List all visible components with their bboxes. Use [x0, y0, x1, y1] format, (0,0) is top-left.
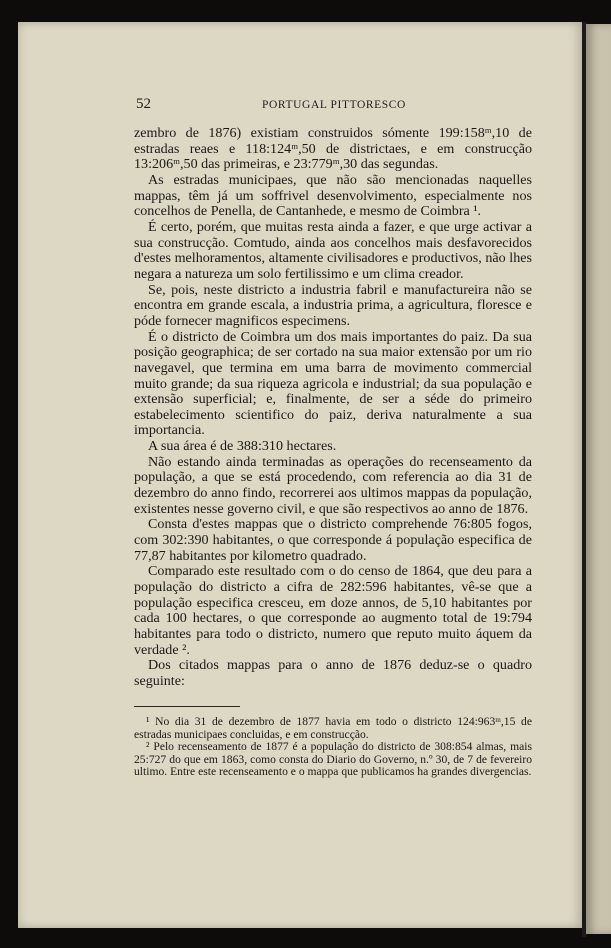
- running-title: PORTUGAL PITTORESCO: [262, 99, 406, 111]
- footnote: ² Pelo recenseamento de 1877 é a população do districto de 308:854 almas, mais 25:727 do que em 1863, como consta do Diario do Governo, n.º 30, de 7 de fevereiro ultimo. Entre este recenseamento e o mappa que publicamos ha grandes divergencias.: [134, 740, 532, 779]
- paragraph: A sua área é de 388:310 hectares.: [148, 438, 337, 455]
- paragraph: Não estando ainda terminadas as operações do recenseamento da população, a que se está procedendo, com referencia ao dia 31 de dezembro do anno findo, recorrerei aos ultimos mappas da população, existentes nesse governo civil, e que são respectivos ao anno de 1876.: [134, 453, 532, 517]
- footnote: ¹ No dia 31 de dezembro de 1877 havia em todo o districto 124:963ᵐ,15 de estradas municipaes concluidas, e em construcção.: [134, 715, 532, 741]
- paragraph: Comparado este resultado com o do censo de 1864, que deu para a população do districto a cifra de 282:596 habitantes, vê-se que a população especifica cresceu, em doze annos, de 5,10 habitantes por cada 100 hectares, o que corresponde ao augmento total de 19:794 habitantes para todo o districto, numero que reputo muito áquem da verdade ².: [134, 563, 532, 658]
- footnotes: [134, 716, 532, 779]
- page-number: 52: [136, 96, 151, 112]
- paragraph: Consta d'estes mappas que o districto comprehende 76:805 fogos, com 302:390 habitantes, o que corresponde á população especifica de 77,87 habitantes por kilometro quadrado.: [134, 516, 532, 564]
- paragraph: É o districto de Coimbra um dos mais importantes do paiz. Da sua posição geographica; de ser cortado na sua maior extensão por um rio navegavel, que termina em uma barra de movimento commercial muito grande; da sua riqueza agricola e industrial; da sua população e extensão superficial; e, finalmente, de ser a séde do primeiro estabelecimento scientifico do paiz, deriva naturalmente a sua importancia.: [134, 328, 532, 439]
- facing-page-edge: [586, 24, 611, 934]
- body-text: [134, 126, 532, 690]
- paragraph: É certo, porém, que muitas resta ainda a fazer, e que urge activar a sua construcção. Comtudo, ainda aos concelhos mais desfavorecidos d'estes melhoramentos, altamente civilisadores e productivos, não lhes negara a natureza um solo fertilissimo e um clima creador.: [134, 218, 532, 282]
- paragraph: zembro de 1876) existiam construidos sómente 199:158ᵐ,10 de estradas reaes e 118:124ᵐ,50 de districtaes, e em construcção 13:206ᵐ,50 das primeiras, e 23:779ᵐ,30 das segundas.: [134, 125, 532, 173]
- page-header: [136, 96, 532, 114]
- footnote-separator: [134, 706, 240, 707]
- paragraph: As estradas municipaes, que não são mencionadas naquelles mappas, têm já um soffrivel desenvolvimento, especialmente nos concelhos de Penella, de Cantanhede, e mesmo de Coimbra ¹.: [134, 171, 532, 220]
- paragraph: Se, pois, neste districto a industria fabril e manufactureira não se encontra em grande escala, a industria prima, a agricultura, floresce e póde fornecer magnificos especimens.: [134, 281, 532, 329]
- paragraph: Dos citados mappas para o anno de 1876 deduz-se o quadro seguinte:: [134, 657, 532, 689]
